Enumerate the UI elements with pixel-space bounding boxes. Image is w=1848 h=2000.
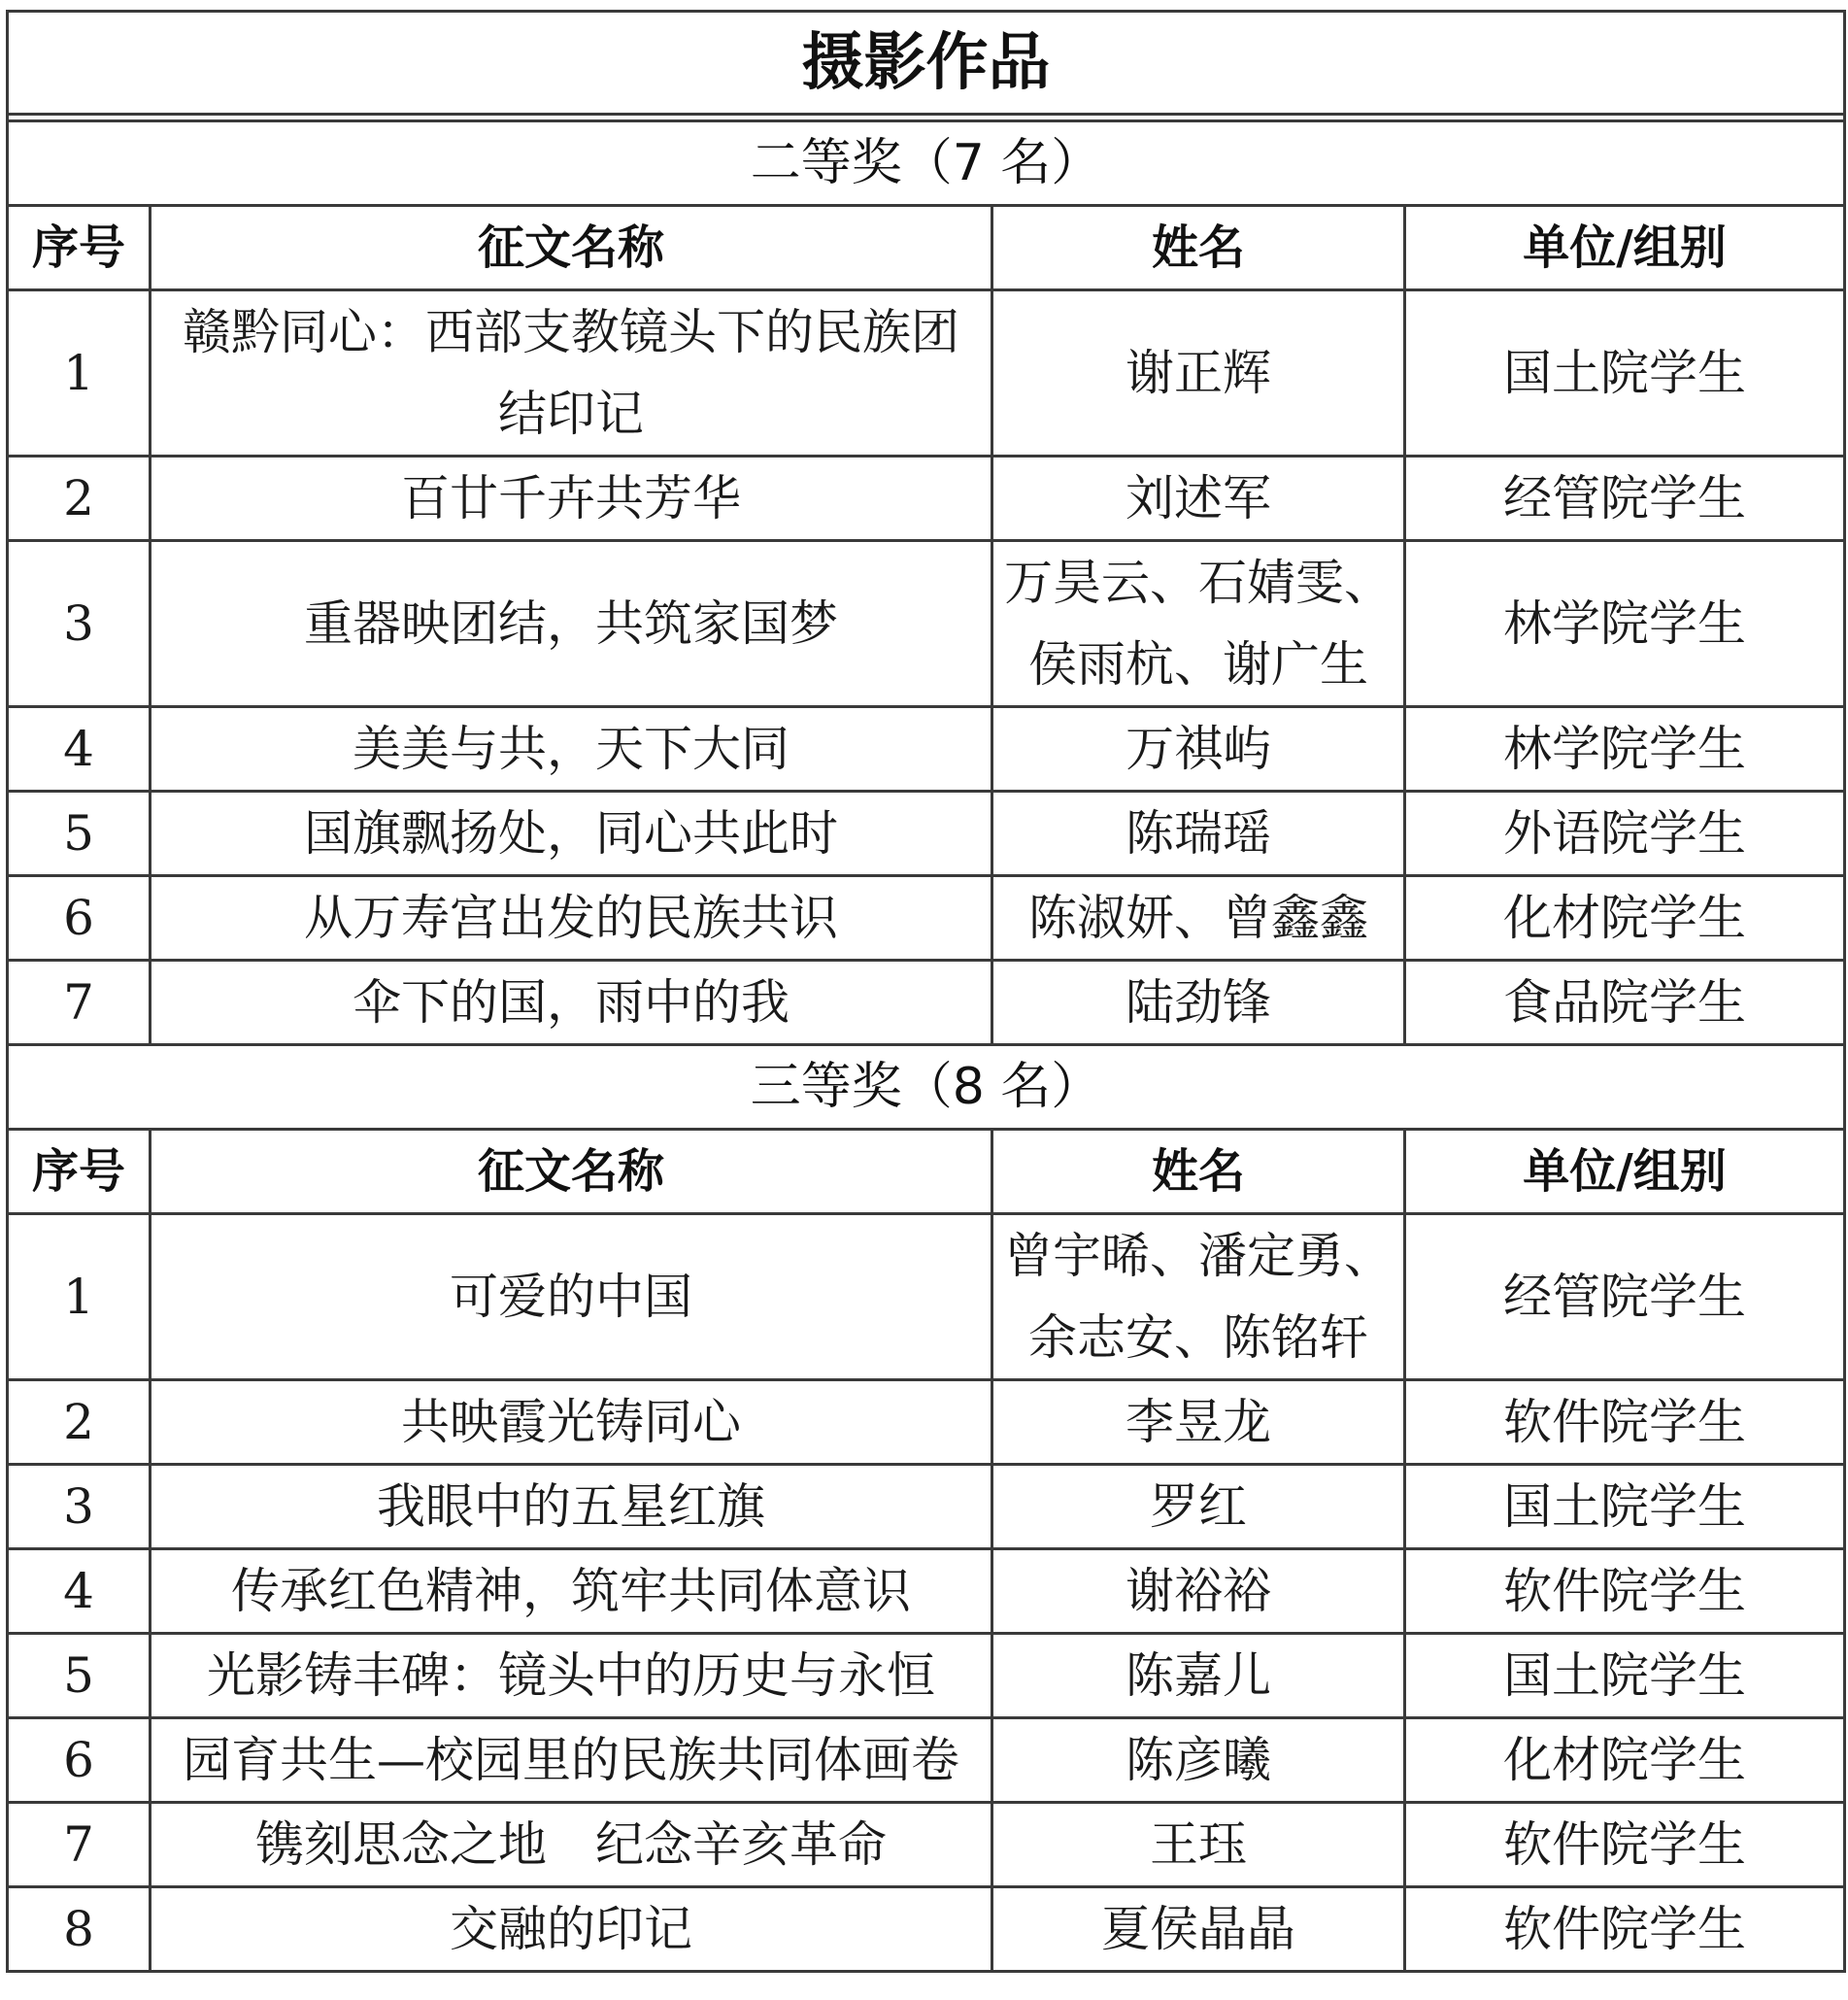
table-row [8, 541, 1845, 707]
cell-name: 曾宇晞、潘定勇、余志安、陈铭轩 [992, 1214, 1405, 1380]
cell-unit: 化材院学生 [1405, 1718, 1845, 1803]
cell-work-title: 园育共生—校园里的民族共同体画卷 [151, 1718, 992, 1803]
cell-name: 陆劲锋 [992, 961, 1405, 1045]
cell-name: 王珏 [992, 1803, 1405, 1887]
cell-name: 李昱龙 [992, 1380, 1405, 1465]
table-row [8, 290, 1845, 457]
header-unit: 单位/组别 [1405, 206, 1845, 290]
cell-unit: 林学院学生 [1405, 707, 1845, 792]
cell-index: 2 [8, 457, 151, 541]
cell-name: 陈嘉儿 [992, 1634, 1405, 1718]
separator-cell [8, 115, 1845, 121]
cell-index: 5 [8, 1634, 151, 1718]
cell-work-title: 国旗飘扬处，同心共此时 [151, 792, 992, 876]
cell-index: 2 [8, 1380, 151, 1465]
cell-index: 4 [8, 1549, 151, 1634]
table-title: 摄影作品 [8, 12, 1845, 115]
awards-table [6, 10, 1846, 1973]
table-row [8, 1634, 1845, 1718]
cell-work-title: 传承红色精神，筑牢共同体意识 [151, 1549, 992, 1634]
table-row [8, 1803, 1845, 1887]
cell-name: 刘述军 [992, 457, 1405, 541]
cell-index: 4 [8, 707, 151, 792]
cell-index: 1 [8, 1214, 151, 1380]
cell-unit: 国土院学生 [1405, 290, 1845, 457]
column-header-row [8, 1130, 1845, 1214]
cell-name: 谢裕裕 [992, 1549, 1405, 1634]
column-header-row [8, 206, 1845, 290]
header-work-title: 征文名称 [151, 1130, 992, 1214]
table-row [8, 1214, 1845, 1380]
table-row [8, 1380, 1845, 1465]
header-name: 姓名 [992, 206, 1405, 290]
title-separator [8, 115, 1845, 121]
cell-unit: 林学院学生 [1405, 541, 1845, 707]
cell-unit: 食品院学生 [1405, 961, 1845, 1045]
cell-work-title: 我眼中的五星红旗 [151, 1465, 992, 1549]
cell-unit: 外语院学生 [1405, 792, 1845, 876]
cell-work-title: 光影铸丰碑：镜头中的历史与永恒 [151, 1634, 992, 1718]
cell-work-title: 伞下的国，雨中的我 [151, 961, 992, 1045]
section-heading-row [8, 1045, 1845, 1130]
cell-work-title: 重器映团结，共筑家国梦 [151, 541, 992, 707]
cell-unit: 软件院学生 [1405, 1549, 1845, 1634]
section-heading-row [8, 121, 1845, 206]
cell-name: 夏侯晶晶 [992, 1887, 1405, 1972]
cell-name: 万昊云、石婧雯、侯雨杭、谢广生 [992, 541, 1405, 707]
cell-unit: 国土院学生 [1405, 1634, 1845, 1718]
section-heading-third-prize: 三等奖（8 名） [8, 1045, 1845, 1130]
table-row [8, 876, 1845, 961]
cell-index: 6 [8, 876, 151, 961]
cell-index: 3 [8, 1465, 151, 1549]
cell-name: 谢正辉 [992, 290, 1405, 457]
cell-name: 罗红 [992, 1465, 1405, 1549]
table-row [8, 707, 1845, 792]
cell-index: 1 [8, 290, 151, 457]
header-name: 姓名 [992, 1130, 1405, 1214]
section-heading-second-prize: 二等奖（7 名） [8, 121, 1845, 206]
cell-index: 7 [8, 1803, 151, 1887]
header-unit: 单位/组别 [1405, 1130, 1845, 1214]
cell-name: 陈彦曦 [992, 1718, 1405, 1803]
cell-unit: 软件院学生 [1405, 1380, 1845, 1465]
cell-work-title: 从万寿宫出发的民族共识 [151, 876, 992, 961]
cell-name: 陈淑妍、曾鑫鑫 [992, 876, 1405, 961]
cell-unit: 经管院学生 [1405, 457, 1845, 541]
title-row [8, 12, 1845, 115]
cell-unit: 国土院学生 [1405, 1465, 1845, 1549]
table-row [8, 1549, 1845, 1634]
cell-work-title: 交融的印记 [151, 1887, 992, 1972]
cell-name: 万祺屿 [992, 707, 1405, 792]
cell-name: 陈瑞瑶 [992, 792, 1405, 876]
cell-index: 7 [8, 961, 151, 1045]
cell-work-title: 镌刻思念之地 纪念辛亥革命 [151, 1803, 992, 1887]
table-row [8, 1718, 1845, 1803]
table-row [8, 961, 1845, 1045]
header-work-title: 征文名称 [151, 206, 992, 290]
table-row [8, 792, 1845, 876]
header-index: 序号 [8, 206, 151, 290]
cell-work-title: 百廿千卉共芳华 [151, 457, 992, 541]
cell-work-title: 共映霞光铸同心 [151, 1380, 992, 1465]
cell-index: 8 [8, 1887, 151, 1972]
cell-index: 5 [8, 792, 151, 876]
table-row [8, 1887, 1845, 1972]
cell-work-title: 美美与共，天下大同 [151, 707, 992, 792]
cell-unit: 化材院学生 [1405, 876, 1845, 961]
table-row [8, 457, 1845, 541]
cell-index: 3 [8, 541, 151, 707]
table-row [8, 1465, 1845, 1549]
cell-unit: 经管院学生 [1405, 1214, 1845, 1380]
cell-index: 6 [8, 1718, 151, 1803]
cell-work-title: 赣黔同心：西部支教镜头下的民族团结印记 [151, 290, 992, 457]
cell-unit: 软件院学生 [1405, 1887, 1845, 1972]
cell-unit: 软件院学生 [1405, 1803, 1845, 1887]
cell-work-title: 可爱的中国 [151, 1214, 992, 1380]
header-index: 序号 [8, 1130, 151, 1214]
